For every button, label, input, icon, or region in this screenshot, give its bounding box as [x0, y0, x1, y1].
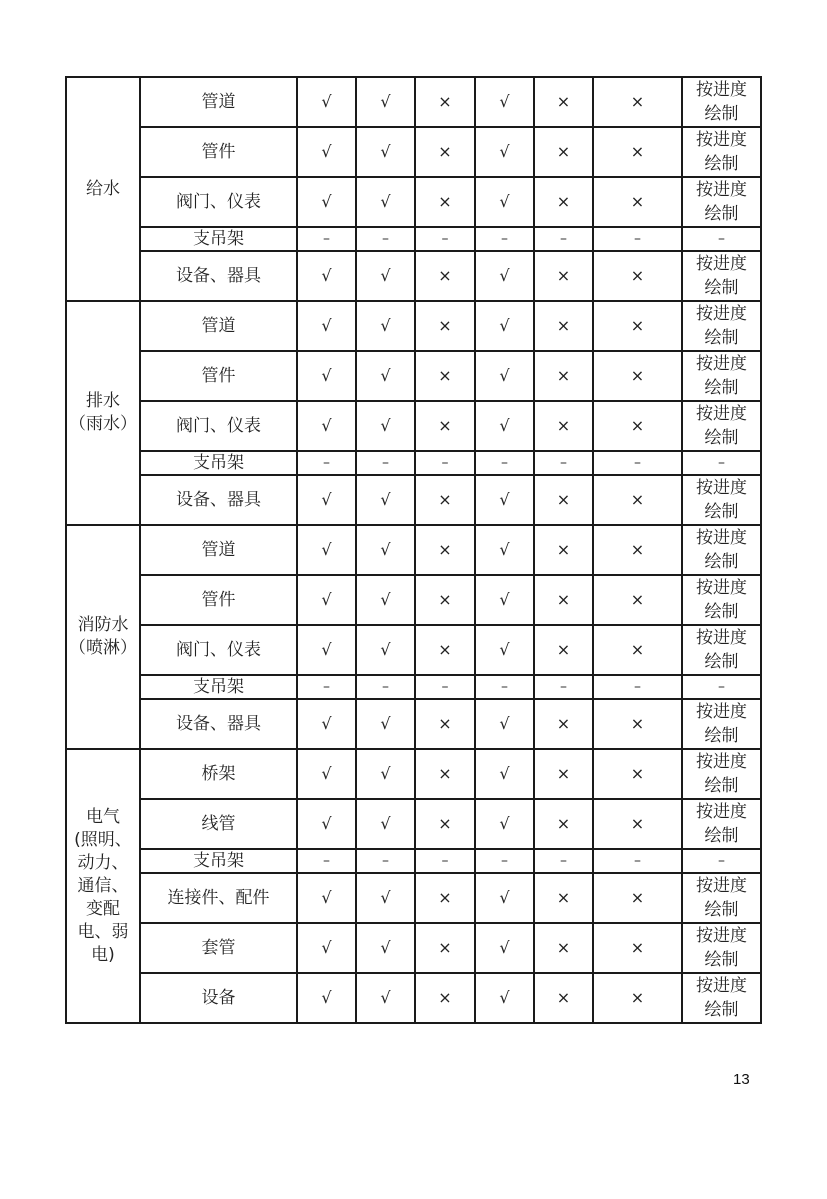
cross-mark-cell: ×: [415, 401, 475, 451]
item-cell: 桥架: [140, 749, 297, 799]
note-cell: 按进度 绘制: [682, 699, 761, 749]
table-row: [66, 351, 761, 401]
check-mark-cell: √: [356, 575, 415, 625]
cross-mark-cell: ×: [415, 923, 475, 973]
cross-mark-cell: ×: [534, 799, 593, 849]
check-mark-cell: √: [475, 749, 534, 799]
check-mark-cell: √: [356, 625, 415, 675]
check-mark-cell: √: [475, 127, 534, 177]
check-mark-cell: √: [475, 799, 534, 849]
note-cell: 按进度 绘制: [682, 799, 761, 849]
item-cell: 连接件、配件: [140, 873, 297, 923]
cross-mark-cell: ×: [534, 77, 593, 127]
check-mark-cell: √: [297, 799, 356, 849]
cross-mark-cell: ×: [415, 749, 475, 799]
item-cell: 设备、器具: [140, 251, 297, 301]
table-row: [66, 227, 761, 251]
dash-cell: –: [475, 451, 534, 475]
table-row: [66, 301, 761, 351]
dash-cell: –: [356, 451, 415, 475]
dash-cell: –: [593, 227, 682, 251]
check-mark-cell: √: [356, 177, 415, 227]
category-cell: 给水: [66, 77, 140, 301]
check-mark-cell: √: [356, 749, 415, 799]
cross-mark-cell: ×: [593, 873, 682, 923]
note-cell: –: [682, 675, 761, 699]
dash-cell: –: [475, 227, 534, 251]
dash-cell: –: [356, 675, 415, 699]
note-cell: 按进度 绘制: [682, 749, 761, 799]
cross-mark-cell: ×: [534, 749, 593, 799]
dash-cell: –: [415, 675, 475, 699]
cross-mark-cell: ×: [534, 923, 593, 973]
dash-cell: –: [475, 675, 534, 699]
category-cell: 消防水 （喷淋）: [66, 525, 140, 749]
cross-mark-cell: ×: [593, 699, 682, 749]
cross-mark-cell: ×: [534, 251, 593, 301]
table-row: [66, 749, 761, 799]
cross-mark-cell: ×: [415, 973, 475, 1023]
table-row: [66, 451, 761, 475]
item-cell: 阀门、仪表: [140, 625, 297, 675]
drawing-requirements-table: [65, 76, 762, 1024]
item-cell: 线管: [140, 799, 297, 849]
check-mark-cell: √: [475, 973, 534, 1023]
check-mark-cell: √: [475, 177, 534, 227]
cross-mark-cell: ×: [534, 351, 593, 401]
dash-cell: –: [534, 451, 593, 475]
check-mark-cell: √: [475, 401, 534, 451]
item-cell: 套管: [140, 923, 297, 973]
dash-cell: –: [534, 675, 593, 699]
table-row: [66, 525, 761, 575]
note-cell: 按进度 绘制: [682, 177, 761, 227]
category-cell: 电气 (照明、 动力、 通信、 变配 电、弱 电): [66, 749, 140, 1023]
check-mark-cell: √: [475, 923, 534, 973]
dash-cell: –: [415, 227, 475, 251]
check-mark-cell: √: [475, 699, 534, 749]
table-row: [66, 625, 761, 675]
cross-mark-cell: ×: [593, 625, 682, 675]
item-cell: 管道: [140, 301, 297, 351]
cross-mark-cell: ×: [593, 177, 682, 227]
note-cell: 按进度 绘制: [682, 475, 761, 525]
check-mark-cell: √: [297, 699, 356, 749]
cross-mark-cell: ×: [415, 799, 475, 849]
check-mark-cell: √: [356, 301, 415, 351]
check-mark-cell: √: [475, 475, 534, 525]
check-mark-cell: √: [297, 749, 356, 799]
check-mark-cell: √: [356, 475, 415, 525]
note-cell: –: [682, 227, 761, 251]
cross-mark-cell: ×: [415, 625, 475, 675]
cross-mark-cell: ×: [593, 401, 682, 451]
check-mark-cell: √: [475, 525, 534, 575]
note-cell: 按进度 绘制: [682, 625, 761, 675]
cross-mark-cell: ×: [534, 873, 593, 923]
item-cell: 支吊架: [140, 849, 297, 873]
check-mark-cell: √: [297, 351, 356, 401]
dash-cell: –: [356, 227, 415, 251]
cross-mark-cell: ×: [415, 699, 475, 749]
table-row: [66, 77, 761, 127]
check-mark-cell: √: [475, 351, 534, 401]
item-cell: 管件: [140, 351, 297, 401]
check-mark-cell: √: [475, 625, 534, 675]
cross-mark-cell: ×: [534, 401, 593, 451]
note-cell: 按进度 绘制: [682, 127, 761, 177]
cross-mark-cell: ×: [415, 251, 475, 301]
cross-mark-cell: ×: [593, 351, 682, 401]
cross-mark-cell: ×: [593, 973, 682, 1023]
check-mark-cell: √: [356, 799, 415, 849]
check-mark-cell: √: [297, 475, 356, 525]
check-mark-cell: √: [297, 301, 356, 351]
check-mark-cell: √: [297, 177, 356, 227]
check-mark-cell: √: [356, 699, 415, 749]
note-cell: 按进度 绘制: [682, 923, 761, 973]
item-cell: 管道: [140, 525, 297, 575]
dash-cell: –: [297, 451, 356, 475]
cross-mark-cell: ×: [593, 525, 682, 575]
check-mark-cell: √: [475, 77, 534, 127]
table-row: [66, 923, 761, 973]
dash-cell: –: [475, 849, 534, 873]
cross-mark-cell: ×: [534, 525, 593, 575]
check-mark-cell: √: [356, 351, 415, 401]
cross-mark-cell: ×: [415, 77, 475, 127]
table-row: [66, 475, 761, 525]
dash-cell: –: [356, 849, 415, 873]
table-row: [66, 127, 761, 177]
dash-cell: –: [593, 675, 682, 699]
cross-mark-cell: ×: [534, 575, 593, 625]
dash-cell: –: [415, 849, 475, 873]
cross-mark-cell: ×: [415, 575, 475, 625]
check-mark-cell: √: [297, 525, 356, 575]
cross-mark-cell: ×: [534, 625, 593, 675]
item-cell: 设备、器具: [140, 475, 297, 525]
item-cell: 阀门、仪表: [140, 177, 297, 227]
cross-mark-cell: ×: [415, 177, 475, 227]
cross-mark-cell: ×: [593, 799, 682, 849]
check-mark-cell: √: [297, 575, 356, 625]
table-row: [66, 251, 761, 301]
cross-mark-cell: ×: [415, 525, 475, 575]
note-cell: 按进度 绘制: [682, 525, 761, 575]
check-mark-cell: √: [297, 77, 356, 127]
note-cell: 按进度 绘制: [682, 973, 761, 1023]
table-row: [66, 177, 761, 227]
table-row: [66, 401, 761, 451]
category-cell: 排水 （雨水）: [66, 301, 140, 525]
check-mark-cell: √: [297, 973, 356, 1023]
table-row: [66, 675, 761, 699]
dash-cell: –: [593, 849, 682, 873]
cross-mark-cell: ×: [593, 77, 682, 127]
cross-mark-cell: ×: [593, 923, 682, 973]
cross-mark-cell: ×: [593, 749, 682, 799]
check-mark-cell: √: [475, 873, 534, 923]
item-cell: 设备、器具: [140, 699, 297, 749]
cross-mark-cell: ×: [415, 301, 475, 351]
cross-mark-cell: ×: [534, 699, 593, 749]
note-cell: 按进度 绘制: [682, 873, 761, 923]
check-mark-cell: √: [356, 525, 415, 575]
table-row: [66, 973, 761, 1023]
cross-mark-cell: ×: [593, 575, 682, 625]
cross-mark-cell: ×: [534, 127, 593, 177]
dash-cell: –: [534, 227, 593, 251]
note-cell: 按进度 绘制: [682, 351, 761, 401]
check-mark-cell: √: [297, 251, 356, 301]
check-mark-cell: √: [356, 923, 415, 973]
note-cell: 按进度 绘制: [682, 251, 761, 301]
cross-mark-cell: ×: [415, 351, 475, 401]
item-cell: 支吊架: [140, 675, 297, 699]
check-mark-cell: √: [356, 401, 415, 451]
check-mark-cell: √: [475, 575, 534, 625]
item-cell: 管件: [140, 575, 297, 625]
check-mark-cell: √: [356, 77, 415, 127]
check-mark-cell: √: [297, 873, 356, 923]
cross-mark-cell: ×: [415, 127, 475, 177]
item-cell: 设备: [140, 973, 297, 1023]
check-mark-cell: √: [297, 923, 356, 973]
cross-mark-cell: ×: [534, 475, 593, 525]
cross-mark-cell: ×: [534, 177, 593, 227]
check-mark-cell: √: [356, 127, 415, 177]
table-row: [66, 849, 761, 873]
table-row: [66, 699, 761, 749]
item-cell: 支吊架: [140, 227, 297, 251]
dash-cell: –: [297, 227, 356, 251]
note-cell: 按进度 绘制: [682, 301, 761, 351]
check-mark-cell: √: [356, 973, 415, 1023]
cross-mark-cell: ×: [415, 475, 475, 525]
cross-mark-cell: ×: [534, 973, 593, 1023]
item-cell: 管件: [140, 127, 297, 177]
dash-cell: –: [297, 849, 356, 873]
check-mark-cell: √: [297, 625, 356, 675]
item-cell: 管道: [140, 77, 297, 127]
check-mark-cell: √: [475, 301, 534, 351]
check-mark-cell: √: [297, 401, 356, 451]
dash-cell: –: [297, 675, 356, 699]
table-row: [66, 799, 761, 849]
dash-cell: –: [534, 849, 593, 873]
check-mark-cell: √: [356, 873, 415, 923]
dash-cell: –: [415, 451, 475, 475]
check-mark-cell: √: [356, 251, 415, 301]
note-cell: –: [682, 451, 761, 475]
page-number: 13: [733, 1071, 750, 1088]
item-cell: 阀门、仪表: [140, 401, 297, 451]
note-cell: –: [682, 849, 761, 873]
cross-mark-cell: ×: [415, 873, 475, 923]
check-mark-cell: √: [475, 251, 534, 301]
note-cell: 按进度 绘制: [682, 575, 761, 625]
table-row: [66, 873, 761, 923]
cross-mark-cell: ×: [593, 127, 682, 177]
note-cell: 按进度 绘制: [682, 401, 761, 451]
dash-cell: –: [593, 451, 682, 475]
cross-mark-cell: ×: [593, 475, 682, 525]
cross-mark-cell: ×: [534, 301, 593, 351]
cross-mark-cell: ×: [593, 301, 682, 351]
check-mark-cell: √: [297, 127, 356, 177]
table-row: [66, 575, 761, 625]
cross-mark-cell: ×: [593, 251, 682, 301]
item-cell: 支吊架: [140, 451, 297, 475]
note-cell: 按进度 绘制: [682, 77, 761, 127]
